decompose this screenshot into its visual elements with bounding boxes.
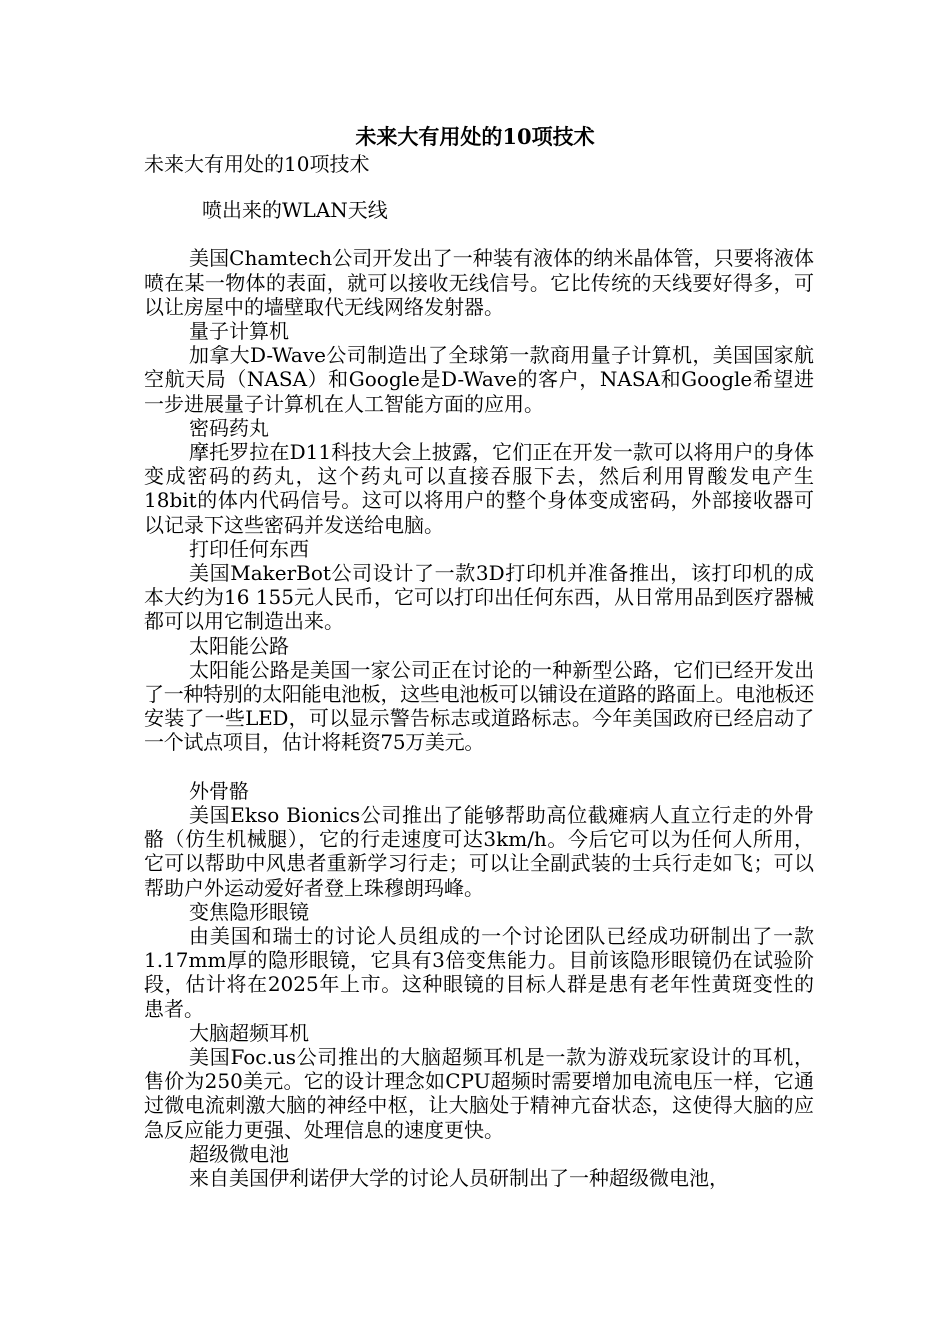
section-paragraph: 来自美国伊利诺伊大学的讨论人员研制出了一种超级微电池， <box>189 1166 729 1191</box>
section-paragraph: 美国Foc.us公司推出的大脑超频耳机是一款为游戏玩家设计的耳机，售价为250美元。它的设计理念如CPU超频时需要增加电流电压一样，它通过微电流刺激大脑的神经中枢，让大脑处于精神亢奋状态，这使得大脑的应急反应能力更强、处理信息的速度更快。 <box>144 1045 814 1142</box>
section-paragraph: 美国MakerBot公司设计了一款3D打印机并准备推出，该打印机的成本大约为16 155元人民币，它可以打印出任何东西，从日常用品到医疗器械都可以用它制造出来。 <box>144 561 814 634</box>
section-heading: 大脑超频耳机 <box>189 1020 309 1045</box>
section-heading: 变焦隐形眼镜 <box>189 899 309 924</box>
section-heading: 超级微电池 <box>189 1141 289 1166</box>
section-paragraph: 美国Chamtech公司开发出了一种装有液体的纳米晶体管，只要将液体喷在某一物体的表面，就可以接收无线信号。它比传统的天线要好得多，可以让房屋中的墙壁取代无线网络发射器。 <box>144 246 814 319</box>
section-paragraph: 由美国和瑞士的讨论人员组成的一个讨论团队已经成功研制出了一款1.17mm厚的隐形眼镜，它具有3倍变焦能力。目前该隐形眼镜仍在试验阶段，估计将在2025年上市。这种眼镜的目标人群是患有老年性黄斑变性的患者。 <box>144 924 814 1021</box>
section-paragraph: 太阳能公路是美国一家公司正在讨论的一种新型公路，它们已经开发出了一种特别的太阳能电池板，这些电池板可以铺设在道路的路面上。电池板还安装了一些LED，可以显示警告标志或道路标志。今年美国政府已经启动了一个试点项目，估计将耗资75万美元。 <box>144 657 814 755</box>
section-heading: 喷出来的WLAN天线 <box>202 198 388 222</box>
section-heading: 密码药丸 <box>189 415 269 440</box>
section-heading: 太阳能公路 <box>189 633 289 658</box>
section-paragraph: 美国Ekso Bionics公司推出了能够帮助高位截瘫病人直立行走的外骨骼（仿生机械腿），它的行走速度可达3km/h。今后它可以为任何人所用，它可以帮助中风患者重新学习行走；可以让全副武装的士兵行走如飞；可以帮助户外运动爱好者登上珠穆朗玛峰。 <box>144 803 814 900</box>
document-title: 未来大有用处的10项技术 <box>355 124 595 149</box>
section-heading: 量子计算机 <box>189 319 289 343</box>
section-heading: 打印任何东西 <box>189 536 309 561</box>
section-paragraph: 摩托罗拉在D11科技大会上披露，它们正在开发一款可以将用户的身体变成密码的药丸，这个药丸可以直接吞服下去，然后利用胃酸发电产生18bit的体内代码信号。这可以将用户的整个身体变成密码，外部接收器可以记录下这些密码并发送给电脑。 <box>144 440 814 537</box>
document-body <box>144 198 814 1190</box>
document-subtitle: 未来大有用处的10项技术 <box>144 152 370 176</box>
section-paragraph: 加拿大D-Wave公司制造出了全球第一款商用量子计算机，美国国家航空航天局（NASA）和Google是D-Wave的客户，NASA和Google希望进一步进展量子计算机在人工智能方面的应用。 <box>144 343 814 416</box>
paragraph-spacer <box>144 755 814 779</box>
section-heading: 外骨骼 <box>189 778 249 803</box>
